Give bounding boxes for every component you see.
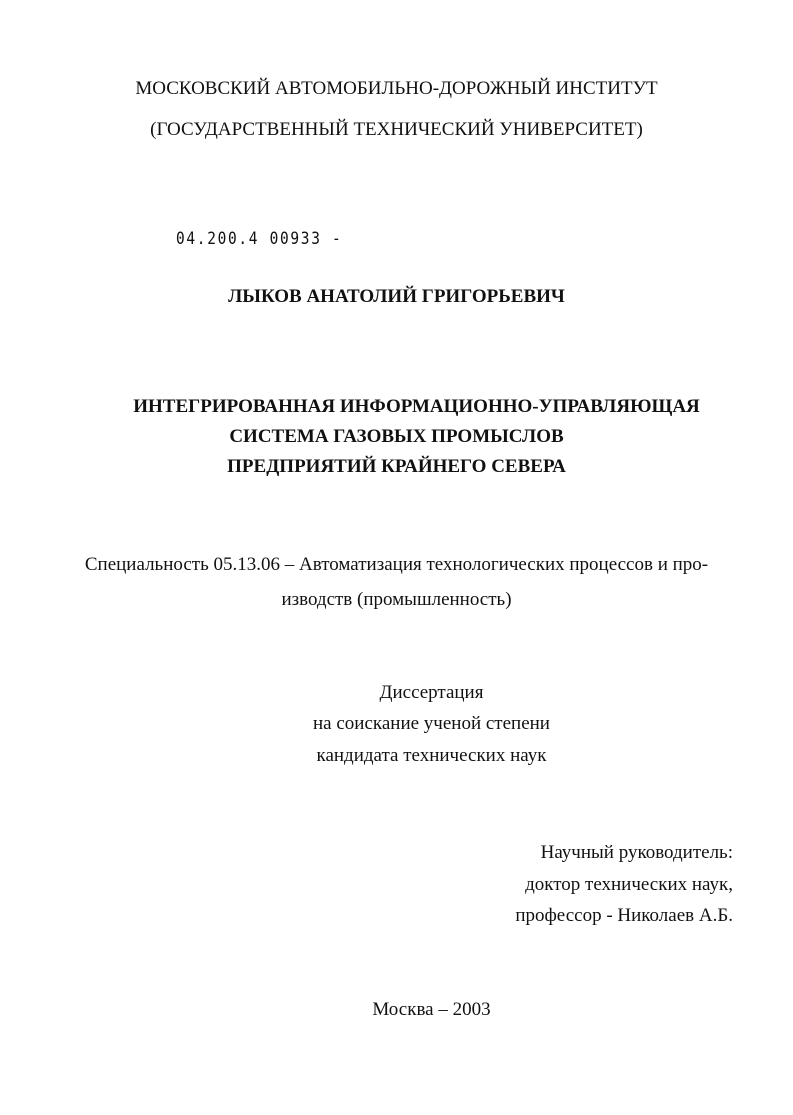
title-line-1: ИНТЕГРИРОВАННАЯ ИНФОРМАЦИОННО-УПРАВЛЯЮЩАЯ <box>133 396 700 417</box>
degree-line-1: Диссертация <box>379 682 484 703</box>
title-line-2: СИСТЕМА ГАЗОВЫХ ПРОМЫСЛОВ <box>229 426 564 447</box>
author-name: ЛЫКОВ АНАТОЛИЙ ГРИГОРЬЕВИЧ <box>228 286 565 307</box>
specialty-line-1: Специальность 05.13.06 – Автоматизация технологических процессов и про- <box>84 554 709 575</box>
specialty-line-2: изводств (промышленность) <box>281 589 512 610</box>
city-year: Москва – 2003 <box>372 999 491 1020</box>
title-line-3: ПРЕДПРИЯТИЙ КРАЙНЕГО СЕВЕРА <box>227 456 566 477</box>
supervisor-line-3: профессор - Николаев А.Б. <box>515 905 733 926</box>
institution-line-2: (ГОСУДАРСТВЕННЫЙ ТЕХНИЧЕСКИЙ УНИВЕРСИТЕТ) <box>150 119 643 140</box>
registration-number: 04.200.4 00933 - <box>176 229 343 249</box>
degree-line-2: на соискание ученой степени <box>313 713 550 734</box>
supervisor-line-2: доктор технических наук, <box>525 874 733 895</box>
institution-line-1: МОСКОВСКИЙ АВТОМОБИЛЬНО-ДОРОЖНЫЙ ИНСТИТУТ <box>135 78 658 99</box>
degree-line-3: кандидата технических наук <box>316 745 547 766</box>
supervisor-line-1: Научный руководитель: <box>540 842 733 863</box>
